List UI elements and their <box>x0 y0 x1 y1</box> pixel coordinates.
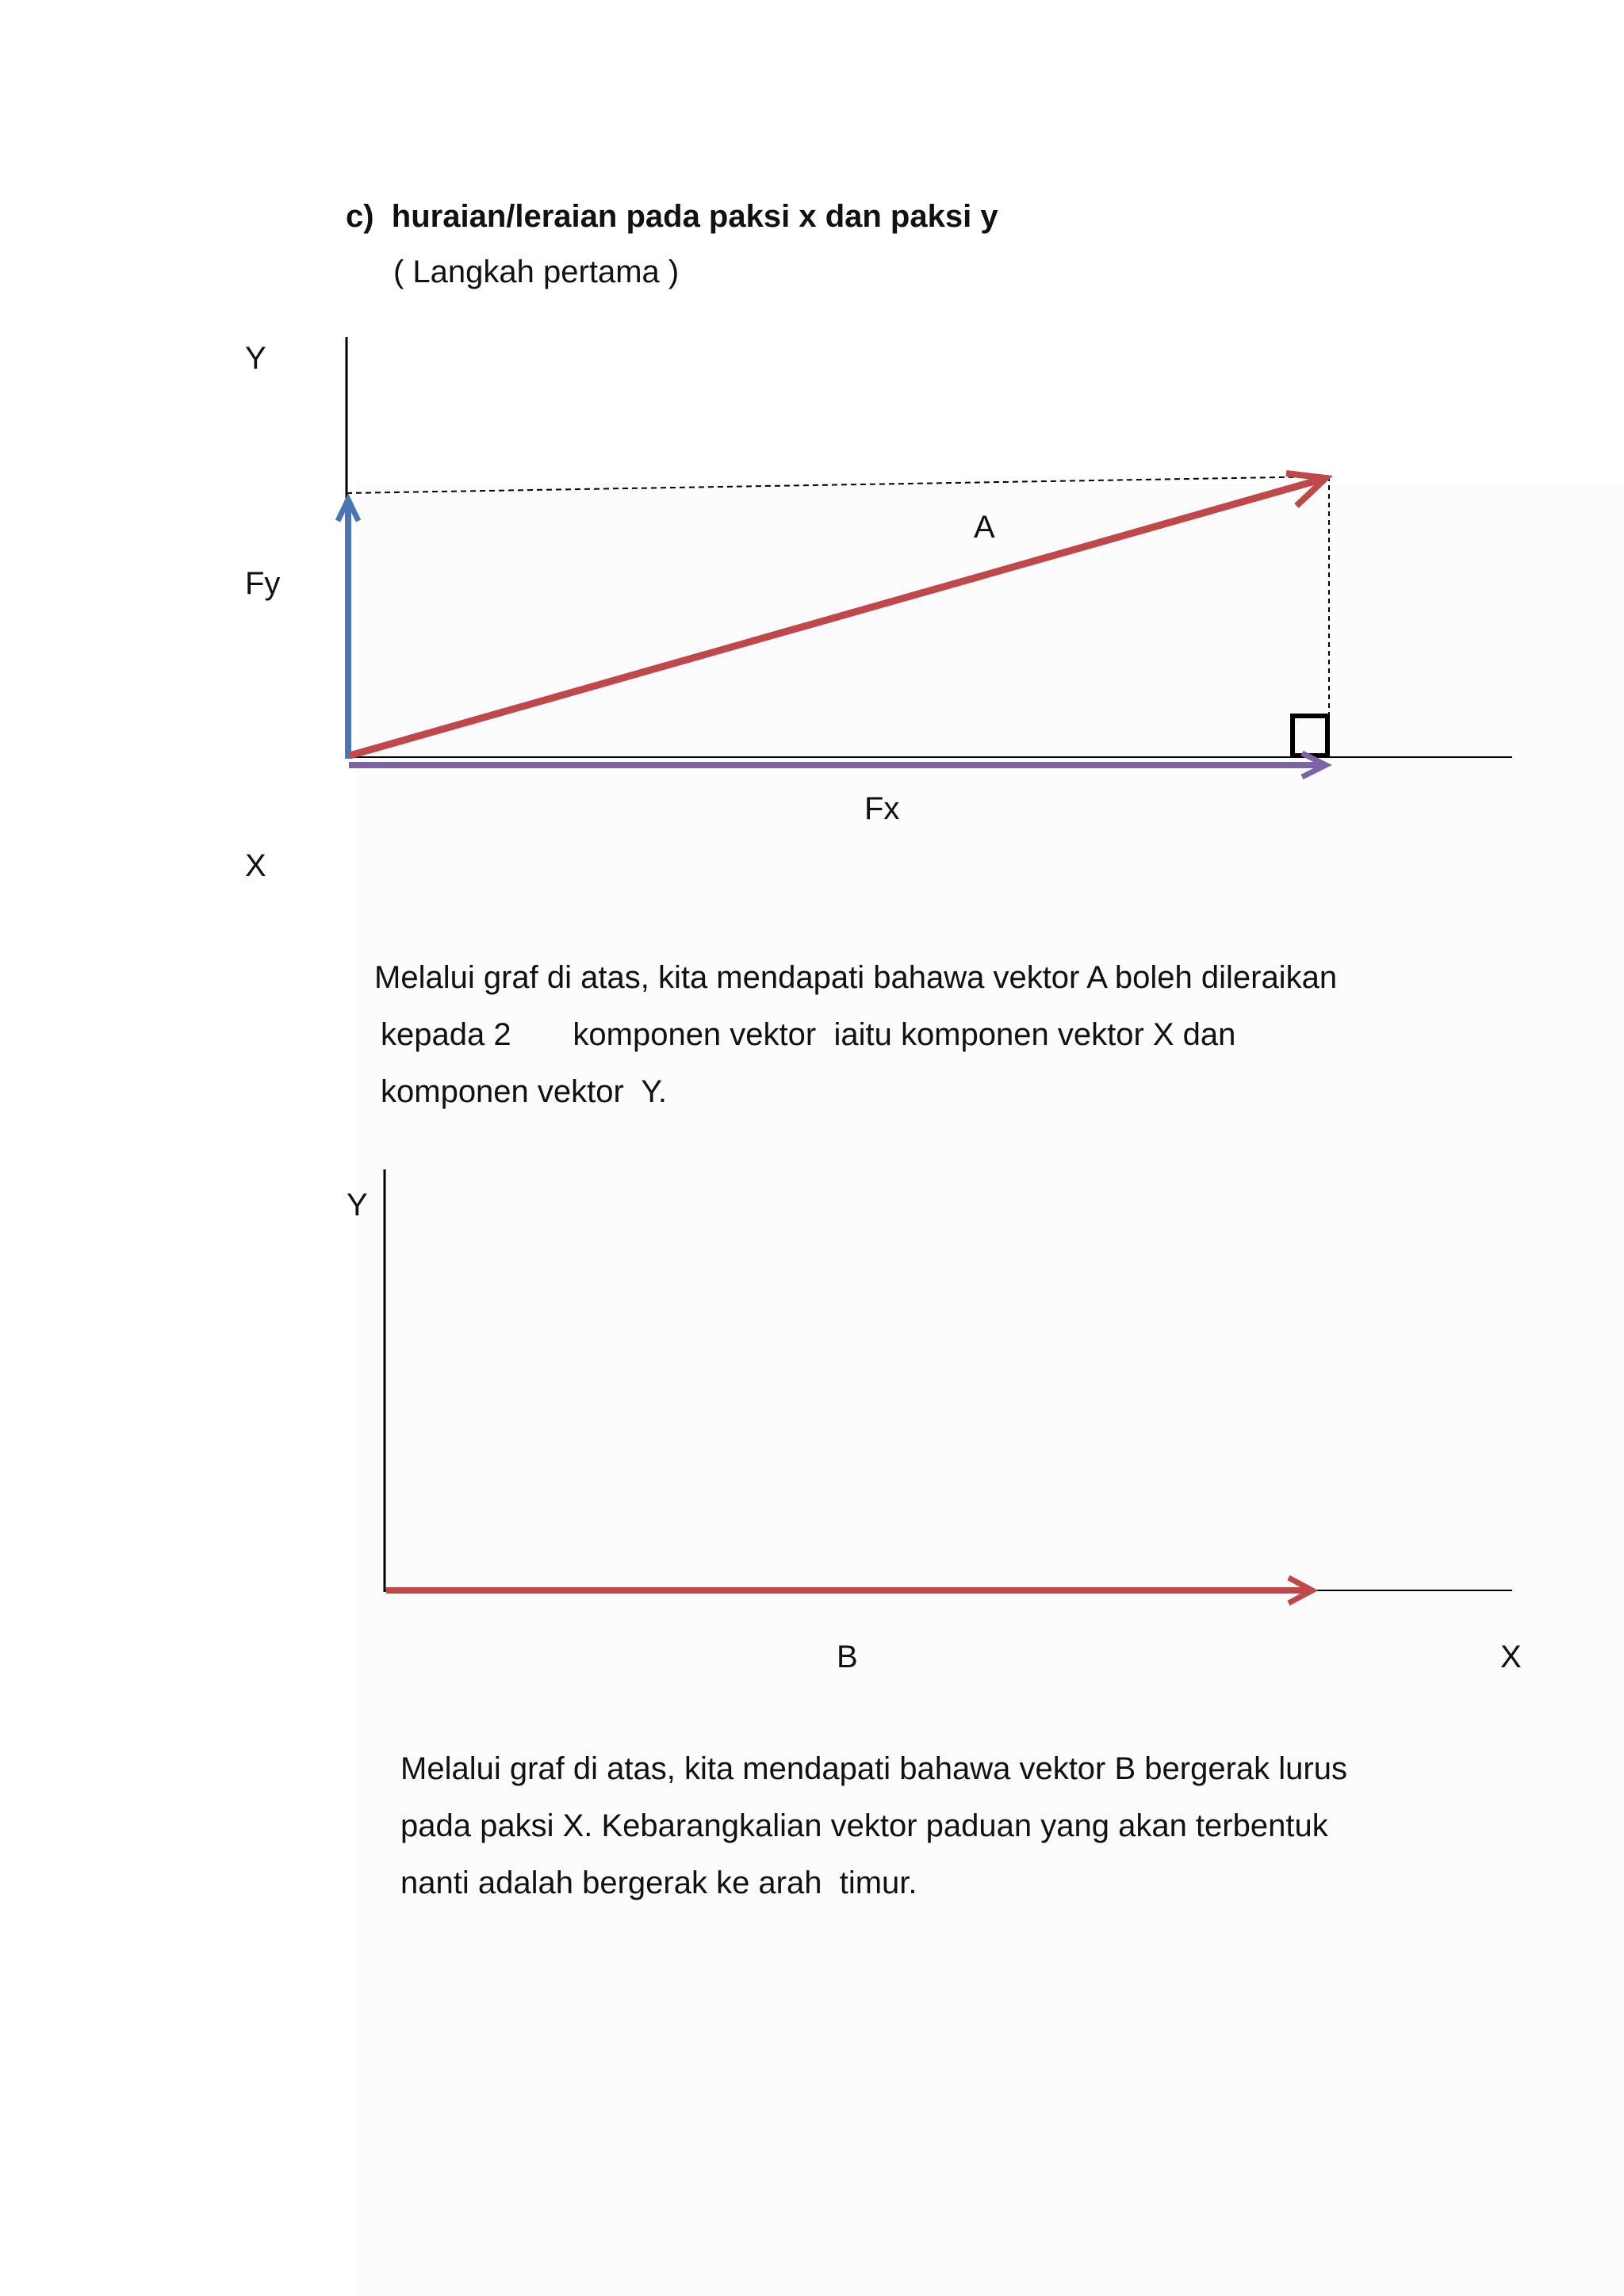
fx-label: Fx <box>864 791 900 826</box>
fy-label: Fy <box>245 566 281 601</box>
paragraph-1-line-1: Melalui graf di atas, kita mendapati bahawa vektor A boleh dileraikan <box>374 960 1338 995</box>
y-axis-label-2: Y <box>347 1188 368 1223</box>
right-angle-marker <box>1293 716 1327 756</box>
paragraph-2-line-3: nanti adalah bergerak ke arah timur. <box>400 1866 917 1900</box>
vector-a-label: A <box>974 510 995 545</box>
vector-b-label: B <box>837 1640 858 1674</box>
paragraph-1-line-3: komponen vektor Y. <box>381 1074 667 1109</box>
resultant-a-vector-arrow <box>350 473 1326 756</box>
step-subheading: ( Langkah pertama ) <box>393 254 680 289</box>
section-heading: c) huraian/leraian pada paksi x dan paksi y <box>346 199 998 234</box>
dashed-projection-horizontal <box>347 476 1328 493</box>
y-axis-label: Y <box>245 341 266 376</box>
paragraph-1-line-2: kepada 2 komponen vektor iaitu komponen vektor X dan <box>381 1017 1236 1052</box>
fy-vector-arrow <box>338 499 358 759</box>
paragraph-2-line-1: Melalui graf di atas, kita mendapati bahawa vektor B bergerak lurus <box>400 1751 1347 1786</box>
x-axis-label-2: X <box>1500 1640 1522 1674</box>
b-vector-arrow <box>386 1578 1312 1603</box>
paragraph-2-line-2: pada paksi X. Kebarangkalian vektor paduan yang akan terbentuk <box>400 1808 1328 1843</box>
x-axis-label: X <box>245 848 266 883</box>
